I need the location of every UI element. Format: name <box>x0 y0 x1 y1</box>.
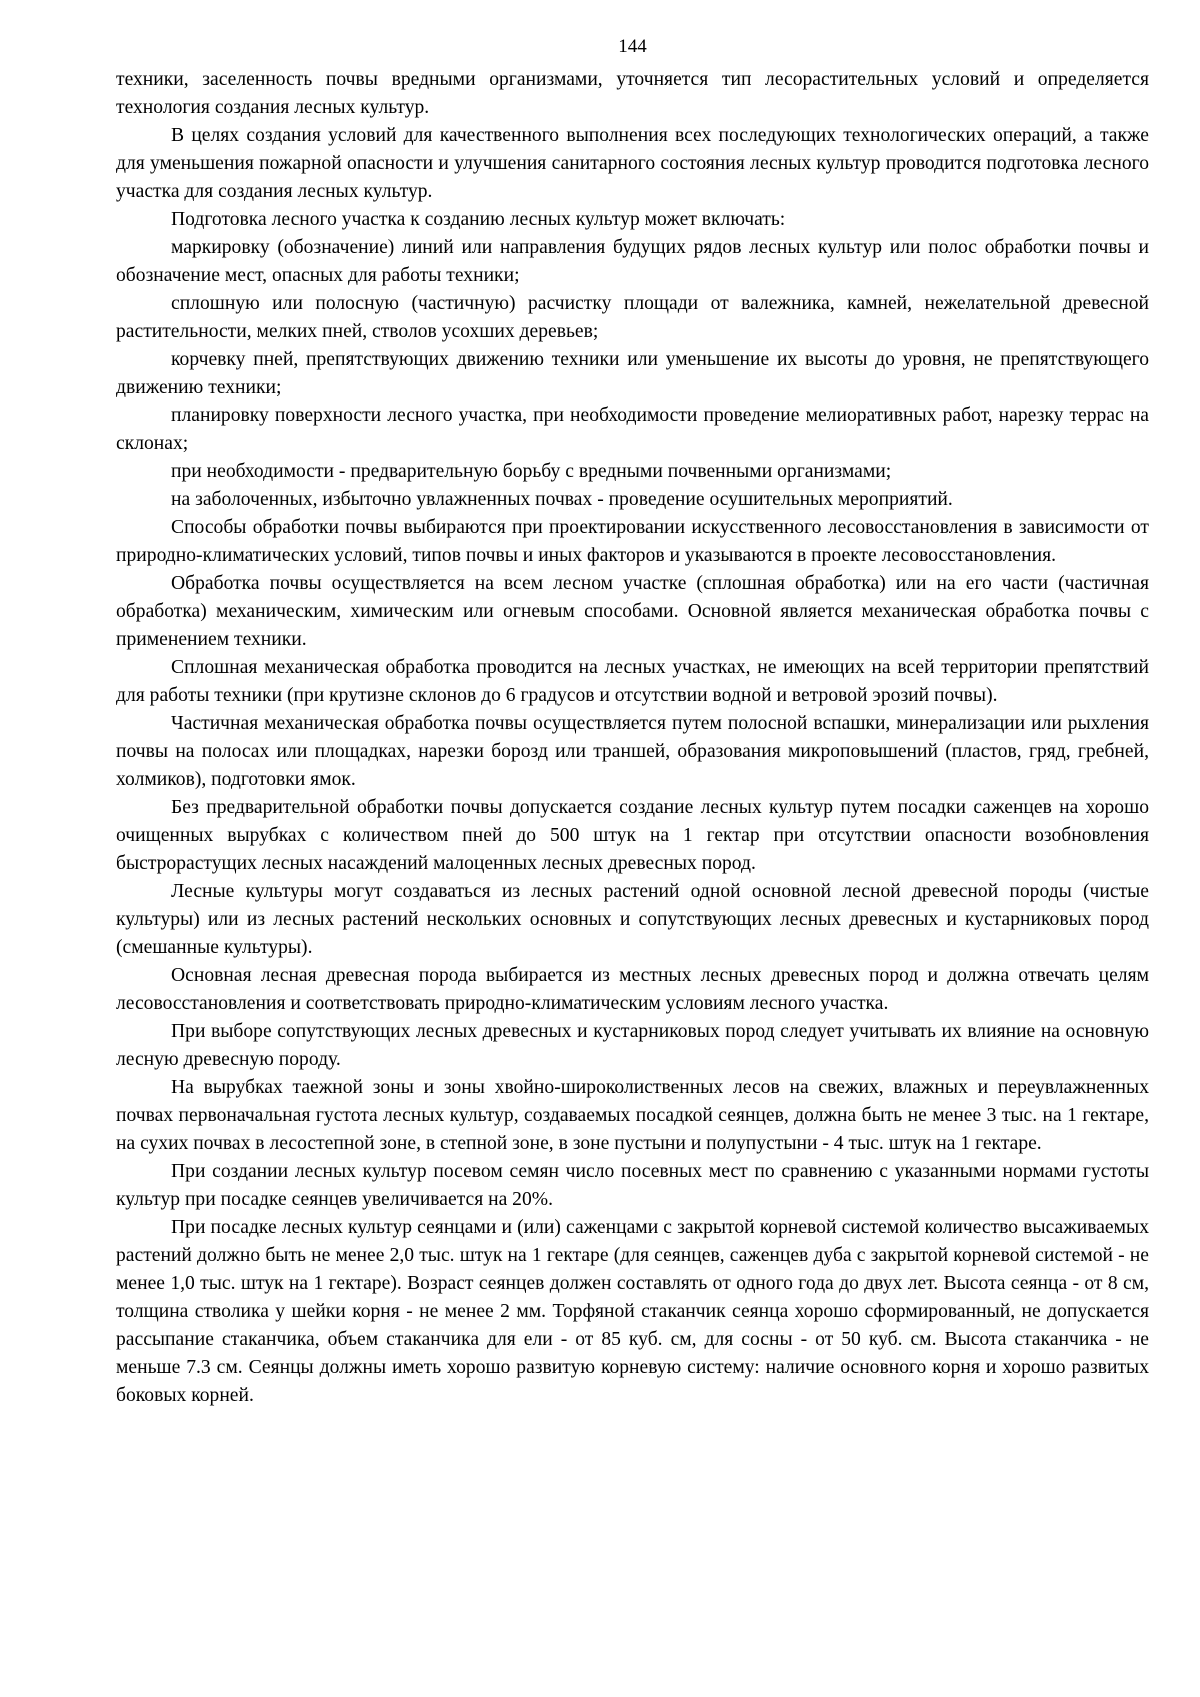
paragraph-2: В целях создания условий для качественного выполнения всех последующих технологических операций, а также для уменьшения пожарной опасности и улучшения санитарного состояния лесных культур проводится подготовка лесного участка для создания лесных культур. <box>116 125 1149 202</box>
paragraph-18: На вырубках таежной зоны и зоны хвойно-широколиственных лесов на свежих, влажных и переувлажненных почвах первоначальная густота лесных культур, создаваемых посадкой сеянцев, должна быть не менее 3 тыс. на 1 гектаре, на сухих почвах в лесостепной зоне, в степной зоне, в зоне пустыни и полупустыни - 4 тыс. штук на 1 гектаре. <box>116 1077 1149 1154</box>
paragraph-3: Подготовка лесного участка к созданию лесных культур может включать: <box>171 209 786 230</box>
paragraph-12: Сплошная механическая обработка проводится на лесных участках, не имеющих на всей территории препятствий для работы техники (при крутизне склонов до 6 градусов и отсутствии водной и ветровой эрозий почвы). <box>116 657 1149 706</box>
paragraph-17: При выборе сопутствующих лесных древесных и кустарниковых пород следует учитывать их влияние на основную лесную древесную породу. <box>116 1021 1149 1070</box>
page-number: 144 <box>618 36 647 57</box>
paragraph-6: корчевку пней, препятствующих движению техники или уменьшение их высоты до уровня, не препятствующего движению техники; <box>116 349 1149 398</box>
paragraph-20: При посадке лесных культур сеянцами и (или) саженцами с закрытой корневой системой количество высаживаемых растений должно быть не менее 2,0 тыс. штук на 1 гектаре (для сеянцев, саженцев дуба с закрытой корневой системой - не менее 1,0 тыс. штук на 1 гектаре). Возраст сеянцев должен составлять от одного года до двух лет. Высота сеянца - от 8 см, толщина стволика у шейки корня - не менее 2 мм. Торфяной стаканчик сеянца хорошо сформированный, не допускается рассыпание стаканчика, объем стаканчика для ели - от 85 куб. см, для сосны - от 50 куб. см. Высота стаканчика - не меньше 7.3 см. Сеянцы должны иметь хорошо развитую корневую систему: наличие основного корня и хорошо развитых боковых корней. <box>116 1217 1149 1406</box>
paragraph-14: Без предварительной обработки почвы допускается создание лесных культур путем посадки саженцев на хорошо очищенных вырубках с количеством пней до 500 штук на 1 гектар при отсутствии опасности возобновления быстрорастущих лесных насаждений малоценных лесных древесных пород. <box>116 797 1149 874</box>
paragraph-10: Способы обработки почвы выбираются при проектировании искусственного лесовосстановления в зависимости от природно-климатических условий, типов почвы и иных факторов и указываются в проекте лесовосстановления. <box>116 517 1149 566</box>
paragraph-11: Обработка почвы осуществляется на всем лесном участке (сплошная обработка) или на его части (частичная обработка) механическим, химическим или огневым способами. Основной является механическая обработка почвы с применением техники. <box>116 573 1149 650</box>
document-body <box>116 66 1149 1410</box>
paragraph-1: техники, заселенность почвы вредными организмами, уточняется тип лесорастительных условий и определяется технология создания лесных культур. <box>116 69 1149 118</box>
paragraph-8: при необходимости - предварительную борьбу с вредными почвенными организмами; <box>171 461 892 482</box>
paragraph-5: сплошную или полосную (частичную) расчистку площади от валежника, камней, нежелательной древесной растительности, мелких пней, стволов усохших деревьев; <box>116 293 1149 342</box>
paragraph-19: При создании лесных культур посевом семян число посевных мест по сравнению с указанными нормами густоты культур при посадке сеянцев увеличивается на 20%. <box>116 1161 1149 1210</box>
paragraph-4: маркировку (обозначение) линий или направления будущих рядов лесных культур или полос обработки почвы и обозначение мест, опасных для работы техники; <box>116 237 1149 286</box>
document-page <box>116 36 1149 1410</box>
paragraph-15: Лесные культуры могут создаваться из лесных растений одной основной лесной древесной породы (чистые культуры) или из лесных растений нескольких основных и сопутствующих лесных древесных и кустарниковых пород (смешанные культуры). <box>116 881 1149 958</box>
paragraph-9: на заболоченных, избыточно увлажненных почвах - проведение осушительных мероприятий. <box>171 489 953 510</box>
paragraph-13: Частичная механическая обработка почвы осуществляется путем полосной вспашки, минерализации или рыхления почвы на полосах или площадках, нарезки борозд или траншей, образования микроповышений (пластов, гряд, гребней, холмиков), подготовки ямок. <box>116 713 1149 790</box>
paragraph-16: Основная лесная древесная порода выбирается из местных лесных древесных пород и должна отвечать целям лесовосстановления и соответствовать природно-климатическим условиям лесного участка. <box>116 965 1149 1014</box>
paragraph-7: планировку поверхности лесного участка, при необходимости проведение мелиоративных работ, нарезку террас на склонах; <box>116 405 1149 454</box>
